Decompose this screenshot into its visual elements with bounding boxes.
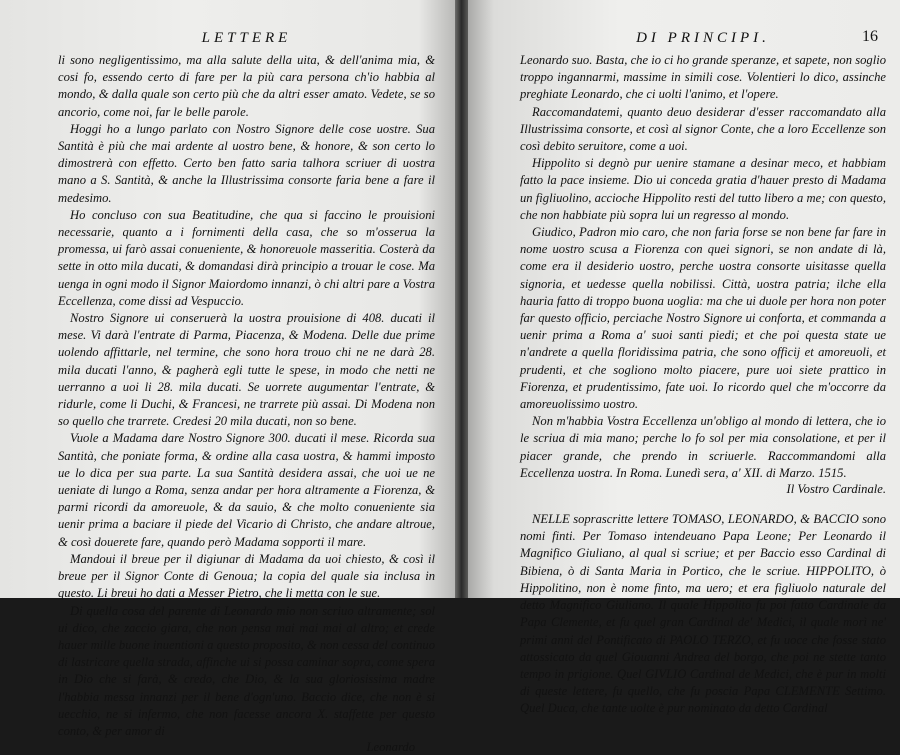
running-head-right	[520, 30, 886, 52]
paragraph: Non m'habbia Vostra Eccellenza un'obligo al mondo di lettera, che io le scriua di mia mano; perche lo fo sol per mia consolatione, et per il piacer grande, che prendo in scriuerle. Raccommandomi alla Eccellenza uostra. In Roma. Lunedì sera, a' XII. di Marzo. 1515.	[520, 414, 886, 480]
left-body-text	[58, 52, 435, 740]
running-head-left	[58, 30, 435, 52]
paragraph: Leonardo suo. Basta, che io ci ho grande speranze, et sapete, non soglio troppo ingannarmi, massime in simili cose. Volentieri lo dico, assinche preghiate Leonardo, che ci uolti l'animo, et l'opere.	[520, 53, 886, 102]
book-gutter	[455, 0, 468, 598]
catchword: Leonardo	[366, 740, 415, 755]
paragraph: Raccomandatemi, quanto deuo desiderar d'esser raccomandato alla Illustrissima consorte, et così al signor Conte, che a loro Eccellenze son così debito seruitore, come a uoi.	[520, 104, 886, 154]
paragraph: Vuole a Madama dare Nostro Signore 300. ducati il mese. Ricorda sua Santità, che poniate forma, & ordine alla casa uostra, & hammi imposto ue lo dica per sua parte. La sua Santità desidera assai, che uoi ue ne ueniate di lungo a Roma, senza andar per hora altramente a Fiorenza, & parmi ricordi da amoreuole, & da sauio, & che molto conueniente sia uenir prima a baciare il piede del Vicario di Christo, che andare altroue, & così douerete fare, quando però Madama sopporti il mare.	[58, 431, 435, 549]
running-head-title: DI PRINCIPI.	[636, 30, 770, 46]
paragraph: Giudico, Padron mio caro, che non faria forse se non bene far fare in nome uostro scusa a Fiorenza con quei signori, se non andate di là, come era il desiderio uostro, perche uostra consorte uisitasse quella signoria, et uedesse quella nobilissi. Città, uostra patria; ilche ella hauria fatto di troppo buona uoglia: ma che ui duole per hora non poter far questo officio, perciache Nostro Signore ui conforta, et commanda a uenir prima a Roma a' suoi santi piedi; et che poi questa state ue n'andrete a quella floridissima patria, che sono officij et amoreuoli, et prudenti, et che sogliono molto piacere, pure uoi siete prattico in Fiorenza, et prudentissimo, fate uoi. Io ricordo quel che m'occorre da amoreuolissimo uostro.	[520, 225, 886, 412]
right-page	[468, 0, 900, 716]
paragraph: Nostro Signore ui conseruerà la uostra prouisione di 408. ducati il mese. Vi darà l'entrate di Parma, Piacenza, & Modena. Delle due prime uolendo affittarle, nel termine, che sono hora trouo chi ne ne darà 28. mila ducati l'anno, & pagherà egli tutte le spese, in modo che netti ne uerranno a uoi li 28. mila ducati. Se uorrete augumentar l'entrate, & ridurle, come li Duchi, & Francesi, ne trarrete più assai. Di Modena non so quello che trarrete. Credesi 20 mila ducati, non so bene.	[58, 311, 435, 429]
right-body-text	[520, 52, 886, 482]
paragraph: Di quella cosa del parente di Leonardo mio non scriuo altramente; sol ui dico, che zaccio giara, che non pensa mai mai mai al altro; et crede hauer mille buone inuentioni a questo proposito, & non cessa del continuo di lastricare quella strada, affinche ui si possa caminar sopra, come spera in Dio che si farà, & credo, che Dio, & la sua gloriosissima madre l'habbia messa innanzi per il bene d'ogn'uno. Baccio dice, che non è si uecchio, ne si infermo, che non facesse ancora X. staffette per questo conto, & per amor di	[58, 603, 435, 738]
paragraph: Hippolito si degnò pur uenire stamane a desinar meco, et habbiam fatto la pace insieme. Dio ui conceda gratia d'hauer presto di Madama un figliuolino, accioche Hippolito resti del tutto libero a me; con questo, che non habbiate più sopra lui un regresso al mondo.	[520, 156, 886, 222]
paragraph: Mandoui il breue per il digiunar di Madama da uoi chiesto, & così il breue per il Signor Conte di Genoua; la copia del quale sia inclusa in questo. Li breui ho dati a Messer Pietro, che li metta con le sue.	[58, 551, 435, 601]
editorial-note: NELLE soprascritte lettere TOMASO, LEONARDO, & BACCIO sono nomi finti. Per Tomaso intendeuano Papa Leone; Per Leonardo il Magnifico Giuliano, al qual si scriue; et per Baccio esso Cardinal di Bibiena, ò di Santa Maria in Portico, che le scriue. HIPPOLITO, ò Hippolitino, non è nome finto, ma uero; et era figliuolo naturale del detto Magnifico Giuliano. Il quale Hippolito fu poi fatto Cardinale da Papa Clemente, et fu quel gran Cardinal de' Medici, il quale morì ne' primi anni del Pontificato di PAOLO TERZO, et fu uoce che fosse stato attossicato da quel Giouanni Andrea del borgo, che poi ne stette tanto tempo in prigione. Quel GIVLIO Cardinal de Medici, che è pur in molti di queste lettere, fu quello, che fu poscia Papa CLEMENTE Settimo. Quel Duca, che tante uolte è pur nominato da detto Cardinal	[520, 512, 886, 716]
running-head-title: LETTERE	[201, 30, 292, 46]
section-gap	[520, 497, 886, 511]
paragraph: Hoggi ho a lungo parlato con Nostro Signore delle cose uostre. Sua Santità è più che mai ardente al uostro bene, & honore, & son certo lo dimostrerà con effetto. Certo ben fatto saria talhora scriuer di uostra mano a S. Santità, & anche la Illustrissima consorte faria bene a fare il medesimo.	[58, 121, 435, 205]
paragraph: Ho concluso con sua Beatitudine, che qua si faccino le prouisioni necessarie, quanto a i fornimenti della casa, che so m'osserua la promessa, ui farò assai conueniente, & honoreuole masseritia. Costerà da sette in otto mila ducati, & domandasi dirà principio a trouar le cose. Ma uenga in ogni modo il Signor Maiordomo innanzi, ò chi altri pare a Vostra Eccellenza, come dissi ad Vespuccio.	[58, 207, 435, 308]
signature: Il Vostro Cardinale.	[786, 482, 886, 497]
paragraph: li sono negligentissimo, ma alla salute della uita, & dell'anima mia, & cosi fo, essendo certo di fare per la più cara persona ch'io habbia al mondo, & dalla quale son certo più che da altri esser amato. Vedete, se so ancorio, come noi, far le belle parole.	[58, 53, 435, 119]
page-number: 16	[862, 28, 878, 45]
